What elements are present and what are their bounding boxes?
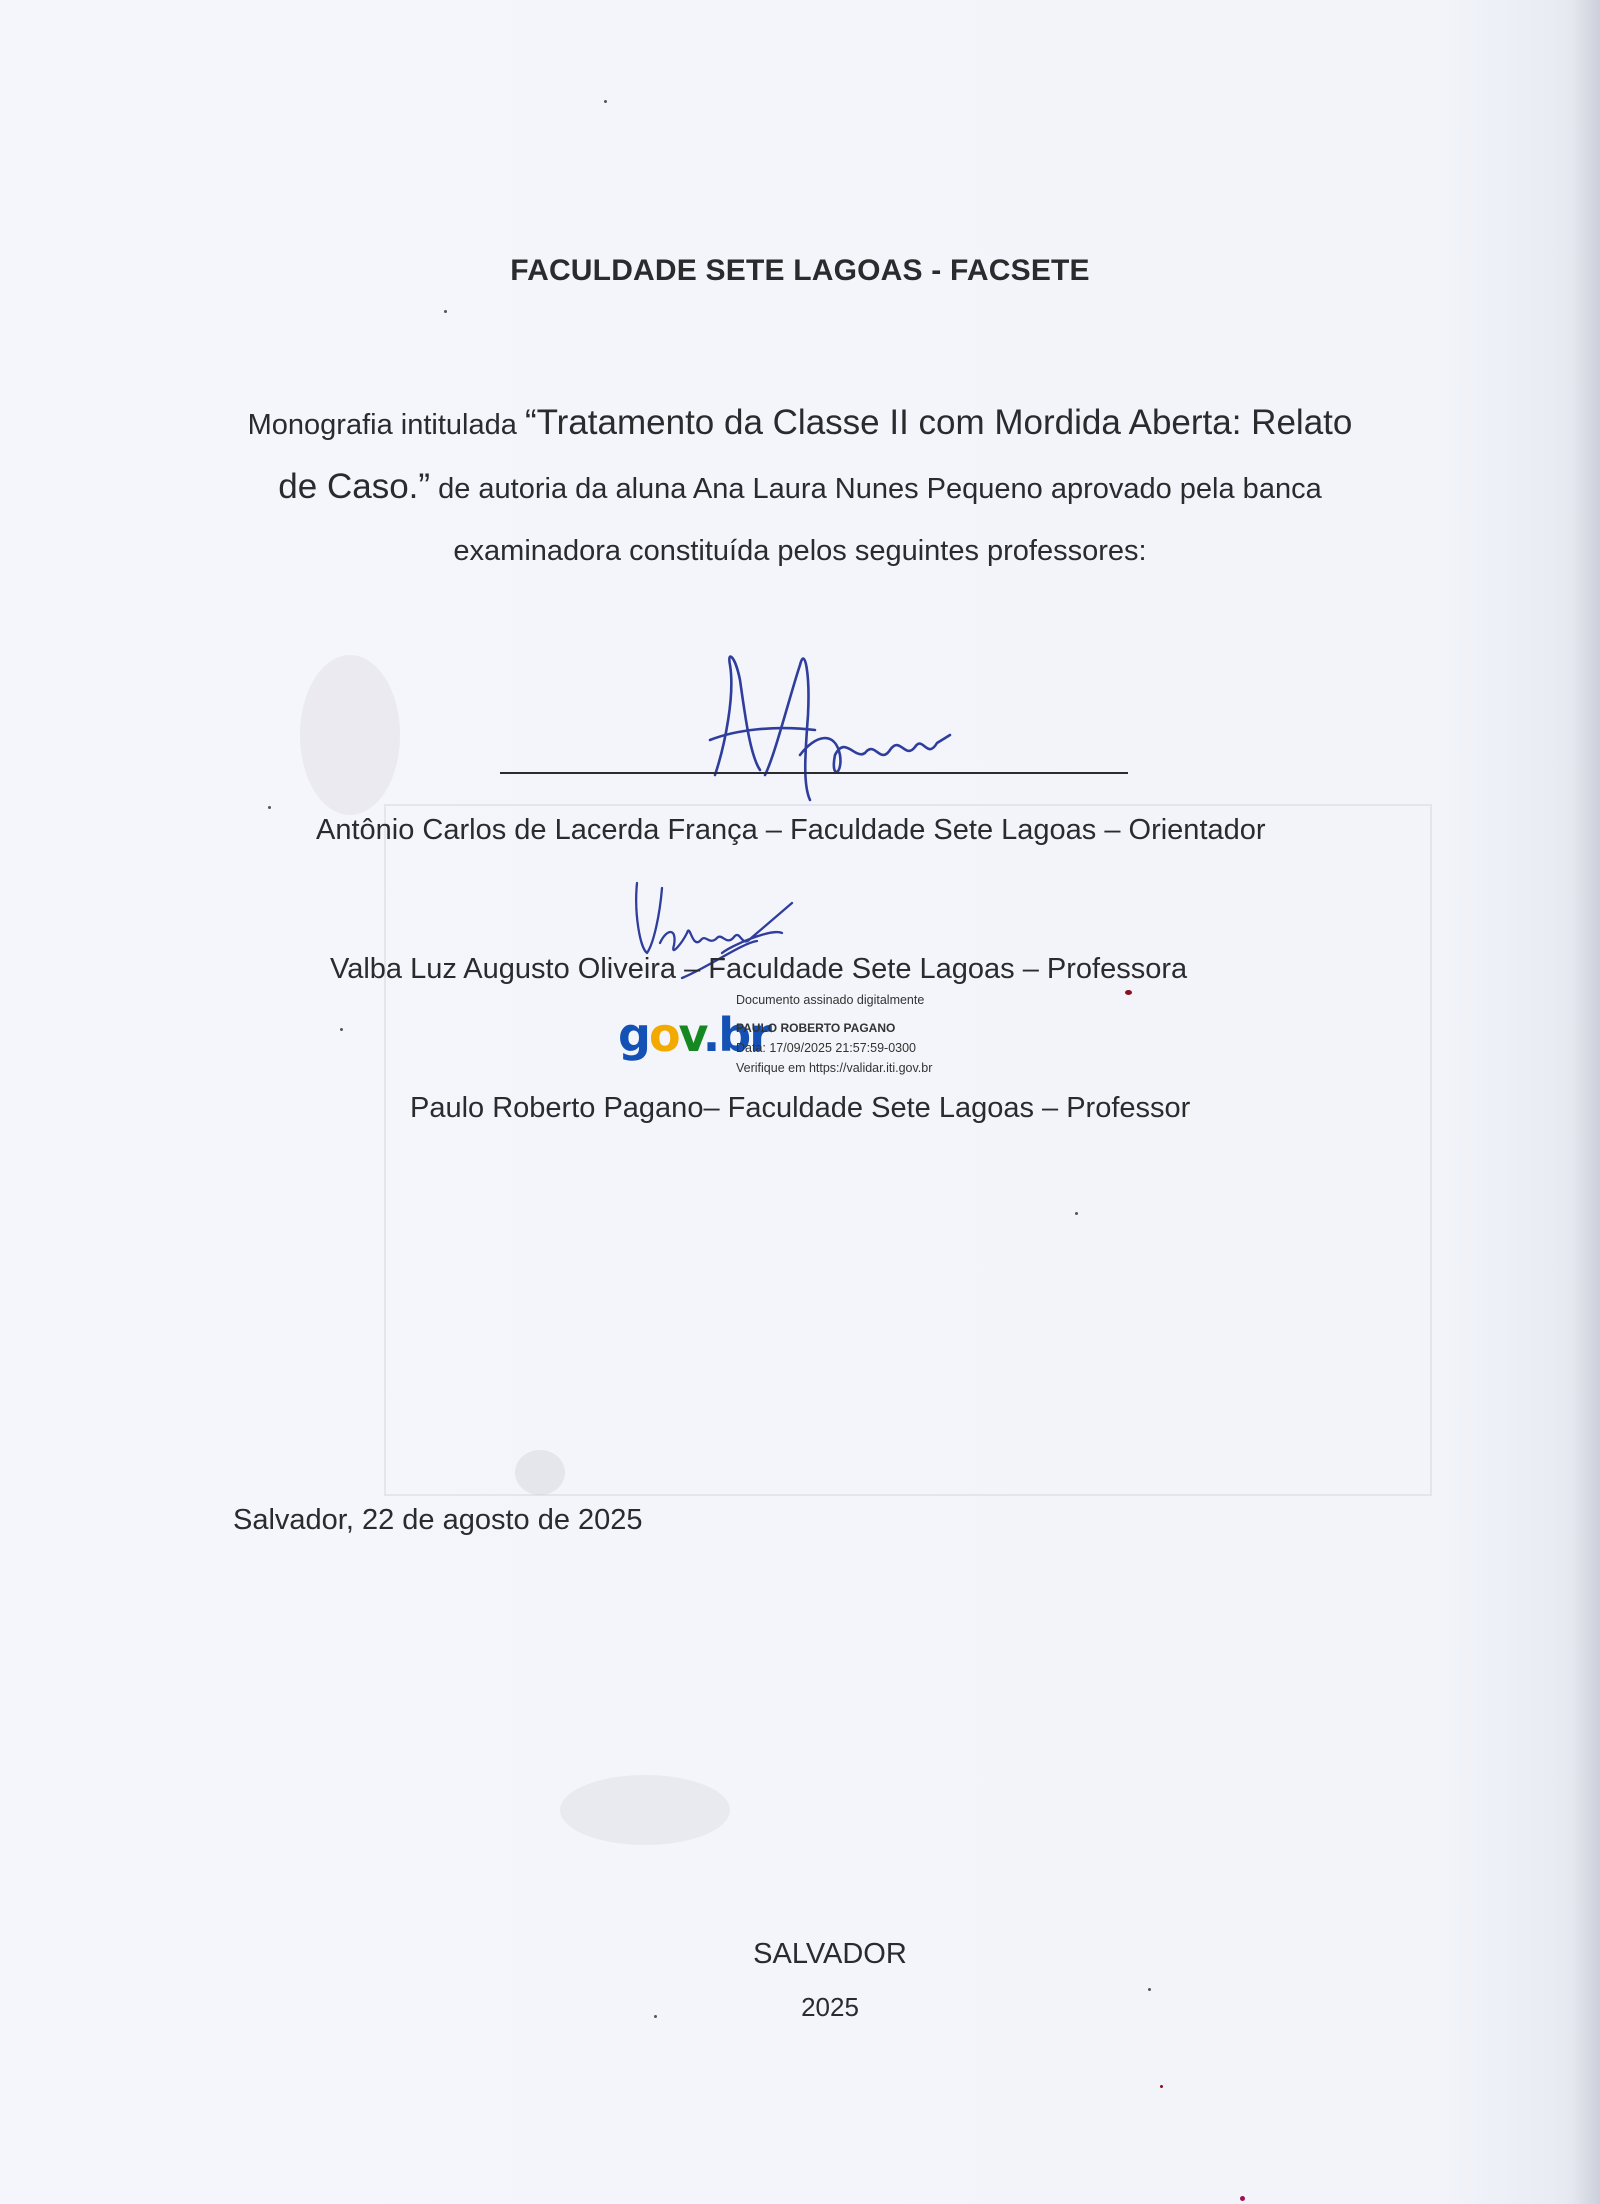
page-edge-shadow — [1572, 0, 1600, 2204]
scan-speck — [1160, 2085, 1163, 2088]
scan-speck — [268, 806, 271, 809]
scan-speck — [1240, 2196, 1245, 2201]
verify-url: Verifique em https://validar.iti.gov.br — [736, 1061, 933, 1075]
institution-title: FACULDADE SETE LAGOAS - FACSETE — [510, 254, 1090, 287]
govbr-logo: gov.br — [618, 1008, 770, 1062]
signer-name: PAULO ROBERTO PAGANO — [736, 1021, 896, 1035]
scan-speck — [604, 100, 607, 103]
approval-line-3: examinadora constituída pelos seguintes professores: — [453, 535, 1147, 567]
stain-mark — [560, 1775, 730, 1845]
scan-speck — [1125, 990, 1132, 995]
digital-signature-info — [736, 990, 932, 1078]
place-and-date: Salvador, 22 de agosto de 2025 — [233, 1504, 643, 1536]
scan-speck — [444, 310, 447, 313]
approval-statement — [230, 392, 1370, 582]
examiner-professor-1: Valba Luz Augusto Oliveira – Faculdade Sete Lagoas – Professora — [330, 953, 1188, 985]
show-through-box — [384, 804, 1432, 1496]
examiner-professor-2: Paulo Roberto Pagano– Faculdade Sete Lagoas – Professor — [410, 1092, 1191, 1124]
thesis-title-part-2: de Caso.” — [278, 467, 431, 506]
handwritten-signature — [705, 635, 965, 810]
approval-line-1 — [230, 392, 1370, 456]
approval-line-2 — [230, 456, 1370, 520]
signature-line — [500, 772, 1128, 774]
footer-city: SALVADOR — [753, 1938, 907, 1970]
scan-speck — [1148, 1988, 1151, 1991]
approval-intro: Monografia intitulada — [247, 409, 525, 441]
thesis-title-part-1: “Tratamento da Classe II com Mordida Aberta: Relato — [524, 403, 1353, 442]
scan-speck — [654, 2015, 657, 2018]
stain-mark — [300, 655, 400, 815]
signature-date: Data: 17/09/2025 21:57:59-0300 — [736, 1041, 917, 1055]
examiner-advisor: Antônio Carlos de Lacerda França – Faculdade Sete Lagoas – Orientador — [316, 814, 1266, 846]
footer-year: 2025 — [801, 1992, 859, 2022]
approval-author: de autoria da aluna Ana Laura Nunes Pequeno aprovado pela banca — [430, 473, 1322, 505]
scan-speck — [340, 1028, 343, 1031]
stain-mark — [515, 1450, 565, 1495]
scan-speck — [1075, 1212, 1078, 1215]
signed-digitally-label: Documento assinado digitalmente — [736, 993, 925, 1007]
